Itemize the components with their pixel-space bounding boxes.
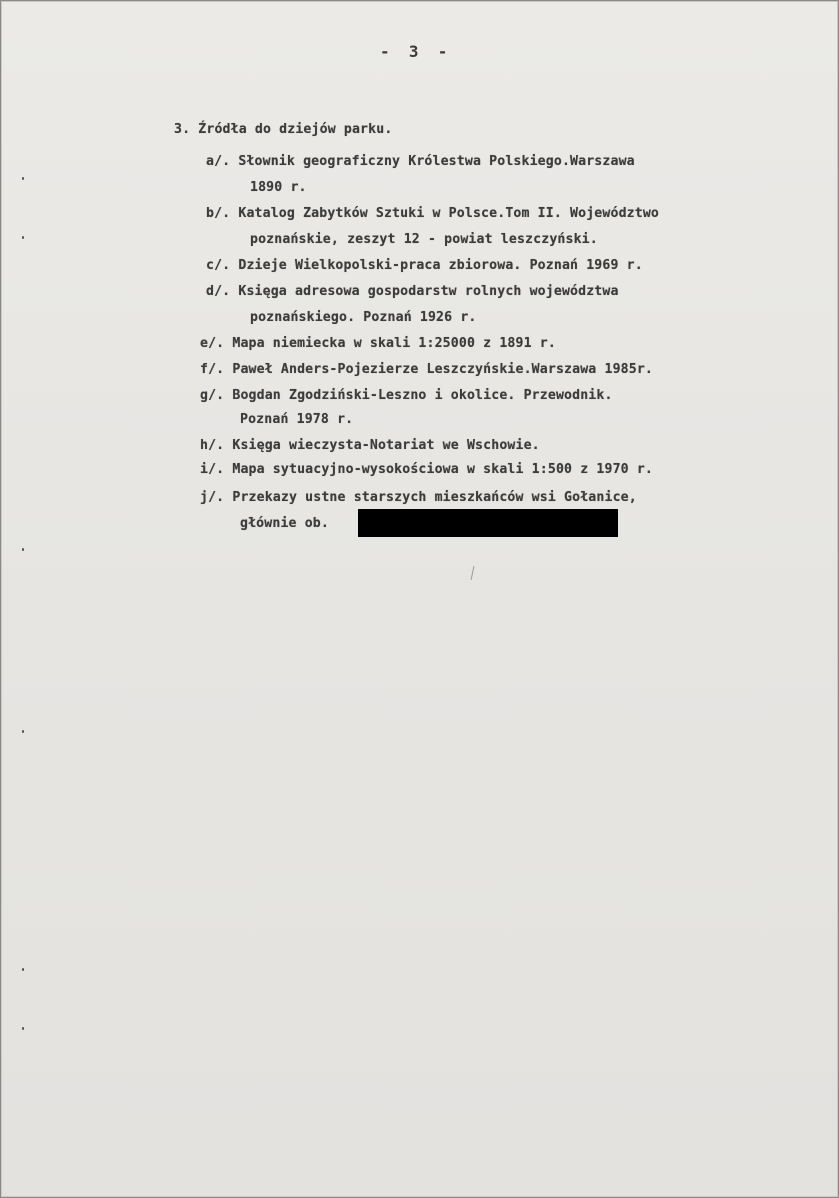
stray-pen-mark	[471, 566, 475, 580]
section-heading: 3. Źródła do dziejów parku.	[174, 122, 393, 137]
entry-f: f/. Paweł Anders-Pojezierze Leszczyńskie.Warszawa 1985r.	[200, 362, 654, 377]
punch-mark	[22, 1027, 24, 1030]
punch-mark	[22, 236, 24, 239]
redaction-block	[358, 509, 618, 537]
entry-b-line-2: poznańskie, zeszyt 12 - powiat leszczyński.	[250, 232, 598, 247]
entry-j-line-2: głównie ob.	[240, 516, 329, 531]
punch-mark	[22, 730, 24, 733]
entry-e: e/. Mapa niemiecka w skali 1:25000 z 1891 r.	[200, 336, 556, 351]
punch-mark	[22, 177, 24, 180]
punch-mark	[22, 548, 24, 551]
entry-g-line-1: g/. Bogdan Zgodziński-Leszno i okolice. Przewodnik.	[200, 388, 613, 403]
entry-a-line-2: 1890 r.	[250, 180, 307, 195]
entry-c: c/. Dzieje Wielkopolski-praca zbiorowa. Poznań 1969 r.	[206, 258, 643, 273]
entry-d-line-2: poznańskiego. Poznań 1926 r.	[250, 310, 477, 325]
entry-i: i/. Mapa sytuacyjno-wysokościowa w skali 1:500 z 1970 r.	[200, 462, 654, 477]
entry-d-line-1: d/. Księga adresowa gospodarstw rolnych województwa	[206, 284, 619, 299]
entry-j-line-1: j/. Przekazy ustne starszych mieszkańców wsi Gołanice,	[200, 490, 637, 505]
page-number: - 3 -	[380, 42, 448, 61]
entry-h: h/. Księga wieczysta-Notariat we Wschowie.	[200, 438, 540, 453]
punch-mark	[22, 968, 24, 971]
entry-a-line-1: a/. Słownik geograficzny Królestwa Polskiego.Warszawa	[206, 154, 635, 169]
entry-g-line-2: Poznań 1978 r.	[240, 412, 354, 427]
entry-b-line-1: b/. Katalog Zabytków Sztuki w Polsce.Tom II. Województwo	[206, 206, 660, 221]
